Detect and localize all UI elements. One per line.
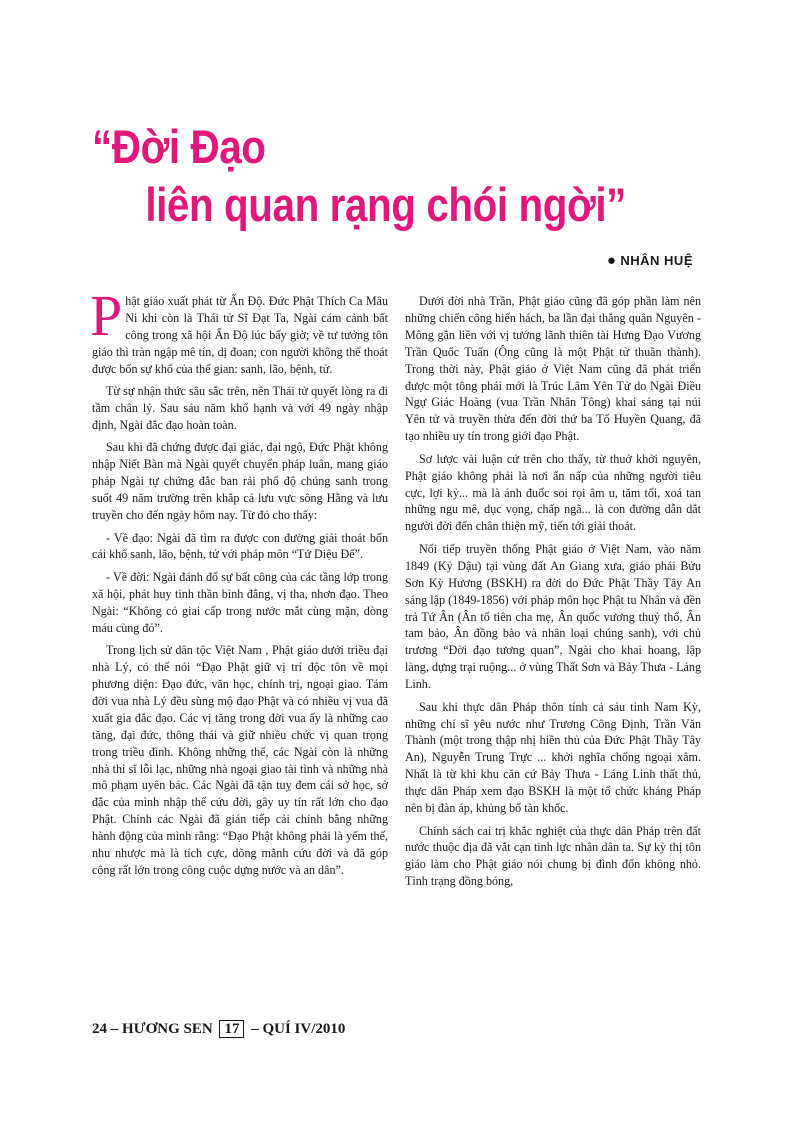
right-column [405, 293, 701, 896]
paragraph: Chính sách cai trị khắc nghiệt của thực dân Pháp trên đất nước thuộc địa đã vắt cạn tinh lực nhân dân ta. Sự kỳ thị tôn giáo làm cho Phật giáo nói chung bị đình đốn không nhỏ. Tình trạng đồng bóng, [405, 823, 701, 889]
paragraph: Sau khi đã chứng được đại giác, đại ngộ, Đức Phật không nhập Niết Bàn mà Ngài quyết chuyển pháp luân, mang giáo pháp Ngài tự chứng đắc ban rải phổ độ chúng sanh trong suốt 49 năm trường trên khắp cả lưu vực sông Hằng và lưu truyền cho đến ngày hôm nay. Từ đó cho thấy: [92, 440, 388, 523]
paragraph: Nối tiếp truyền thống Phật giáo ở Việt Nam, vào năm 1849 (Kỷ Dậu) tại vùng đất An Giang xưa, giáo phái Bửu Sơn Kỳ Hương (BSKH) ra đời do Đức Phật Thầy Tây An sáng lập (1849-1856) với pháp môn học Phật tu Nhân và đền trả Tứ Ân (Ân tổ tiên cha mẹ, Ân quốc vương thuỷ thổ, Ân tam bảo, Ân đồng bào và nhân loại chúng sanh), với chủ trương “Đời đạo tương quan”, Ngài cho khai hoang, lập làng, dựng trại ruộng... ở vùng Thất Sơn và Bảy Thưa - Láng Linh. [405, 541, 701, 692]
title-line-1: “Đời Đạo [92, 120, 266, 173]
paragraph: - Về đời: Ngài đánh đổ sự bất công của các tầng lớp trong xã hội, phát huy tinh thần bình đẳng, vị tha, nhơn đạo. Theo Ngài: “Không có giai cấp trong nước mắt cùng mặn, dòng máu cùng đỏ”. [92, 569, 388, 635]
issue-number: 17 [219, 1020, 244, 1038]
paragraph: Trong lịch sử dân tộc Việt Nam , Phật giáo dưới triều đại nhà Lý, có thể nói “Đạo Phật giữ vị trí độc tôn về mọi phương diện: Đạo đức, văn học, chính trị, ngoại giao. Tám đời vua nhà Lý đều sùng mộ đạo Phật và có nhiều vị vua đã xuất gia đắc đạo. Các vị tăng trong đời vua ấy là những cao tăng, đại đức, thông thái và giữ nhiều chức vị quan trọng trong triều đình. Không những thế, các Ngài còn là những nhà thi sĩ lỗi lạc, những nhà ngoại giao tài tình và những nhà mô phạm uyên bác. Các Ngài đã tận tuỵ đem cái sở học, sở đắc của mình nhập thế cứu đời, gây uy tín rất lớn cho đạo Phật. Chính các Ngài đã gián tiếp cải chính bằng những hành động của mình rằng: “Đạo Phật không phải là yếm thế, nhu nhược mà là tích cực, dõng mãnh cứu đời và đã góp công rất lớn trong công cuộc dựng nước và an dân”. [92, 643, 388, 877]
paragraph: Sơ lược vài luận cứ trên cho thấy, từ thuở khởi nguyên, Phật giáo không phải là nơi ẩn nấp của những người tiêu cực, lợi kỷ... mà là ánh đuốc soi rọi âm u, tăm tối, xoá tan những ngu mê, dục vọng, chấp ngã... là con đường dẫn dắt người đời đến chân thiện mỹ, tiến tới giải thoát. [405, 451, 701, 534]
page-number: 24 [92, 1021, 107, 1037]
paragraph: Dưới đời nhà Trần, Phật giáo cũng đã góp phần làm nên những chiến công hiển hách, ba lần đại thắng quân Nguyên - Mông gắn liền với vị tướng lãnh thiên tài Hưng Đạo Vương Trần Quốc Tuấn (Ông cũng là một Phật tử thuần thành). Trong thời này, Phật giáo ở Việt Nam cũng đã phát triển được một tông phái mới là Trúc Lâm Yên Tử do Ngài Điều Ngự Giác Hoàng (vua Trần Nhân Tông) khai sáng tại núi Yên tử và truyền thừa đến đời thứ ba Tổ Huyền Quang, đã tạo nhiều uy tín trong giới đạo Phật. [405, 294, 701, 444]
title-line-2: liên quan rạng chói ngời” [145, 178, 626, 231]
publication-name: HƯƠNG SEN [122, 1021, 213, 1037]
paragraph: Từ sự nhận thức sâu sắc trên, nên Thái tử quyết lòng ra đi tầm chân lý. Sau sáu năm khổ hạnh và với 49 ngày nhập định, Ngài đắc đạo hoàn toàn. [92, 384, 388, 432]
bullet-icon: ● [606, 252, 617, 269]
paragraph: - Về đạo: Ngài đã tìm ra được con đường giải thoát bốn cái khổ sanh, lão, bệnh, tử với pháp môn “Tứ Diệu Đế”. [92, 530, 388, 562]
article-title [92, 118, 626, 234]
footer-dash: – [251, 1021, 259, 1037]
paragraph: Phật giáo xuất phát từ Ấn Độ. Đức Phật Thích Ca Mâu Ni khi còn là Thái tử Sĩ Đạt Ta, Ngài cám cảnh bất công trong xã hội Ấn Độ lúc bấy giờ; về tư tưởng tôn giáo thì tràn ngập mê tín, dị đoan; con người không thể thoát được bốn sự khổ của thế gian: sanh, lão, bệnh, tử. [90, 283, 388, 376]
page-footer [92, 1021, 345, 1038]
issue-period: QUÍ IV/2010 [262, 1021, 346, 1037]
footer-dash: – [110, 1021, 119, 1037]
author-byline [607, 252, 693, 269]
author-name: NHÂN HUỆ [620, 253, 693, 268]
paragraph: Sau khi thực dân Pháp thôn tính cả sáu tỉnh Nam Kỳ, những chí sĩ yêu nước như Trương Công Định, Trần Văn Thành (một trong thập nhị hiền thủ của Đức Phật Thầy Tây An), Nguyễn Trung Trực ... khởi nghĩa chống ngoại xâm. Nhất là từ khi khu căn cứ Bảy Thưa - Láng Linh thất thủ, thực dân Pháp xem đạo BSKH là một tổ chức kháng Pháp nên bị đàn áp, khủng bố tàn khốc. [405, 699, 701, 816]
left-column [90, 283, 388, 884]
drop-cap: P [90, 283, 123, 348]
